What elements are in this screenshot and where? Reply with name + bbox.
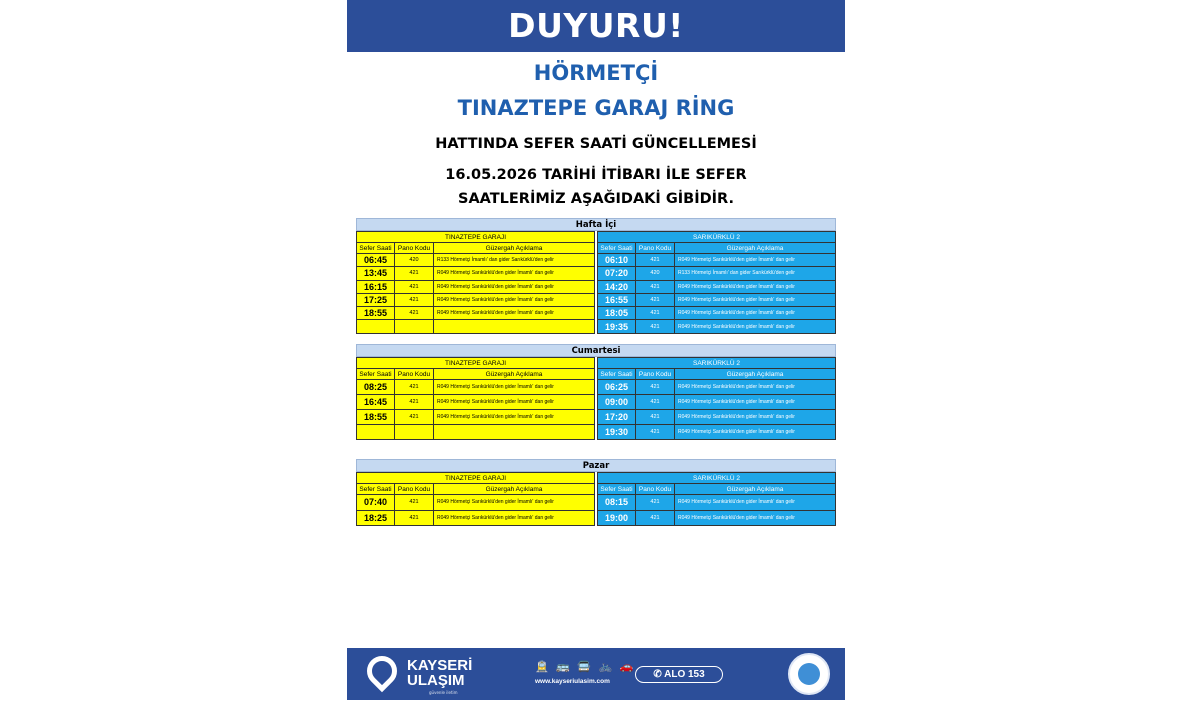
subtitle-line2: 16.05.2026 TARİHİ İTİBARI İLE SEFER xyxy=(445,167,747,183)
board-code: 421 xyxy=(395,380,434,395)
sarikurklu-table xyxy=(597,357,836,440)
departure-time: 06:10 xyxy=(597,254,635,267)
announcement-banner: DUYURU! xyxy=(347,0,845,52)
board-code: 421 xyxy=(395,267,434,280)
board-code: 421 xyxy=(635,395,674,410)
col-time-header: Sefer Saati xyxy=(357,369,395,380)
board-code: 421 xyxy=(635,410,674,425)
departure-time: 08:15 xyxy=(597,495,635,511)
board-code: 421 xyxy=(635,510,674,526)
col-time-header: Sefer Saati xyxy=(357,243,395,254)
departure-time: 17:20 xyxy=(597,410,635,425)
brand-line1: KAYSERİ xyxy=(407,657,473,674)
board-code: 421 xyxy=(635,254,674,267)
schedule-pazar xyxy=(356,459,836,526)
sarikurklu-table xyxy=(597,472,836,526)
table-row xyxy=(357,510,595,526)
stop-name: SARIKÜRKLÜ 2 xyxy=(597,232,835,243)
col-time-header: Sefer Saati xyxy=(597,243,635,254)
route-description: R049 Hörmetçi Sarıkürklü'den gider İmamlı' dan gelir xyxy=(674,425,835,440)
departure-time: 06:45 xyxy=(357,254,395,267)
departure-time: 07:40 xyxy=(357,495,395,511)
departure-time: 09:00 xyxy=(597,395,635,410)
route-description: R049 Hörmetçi Sarıkürklü'den gider İmamlı' dan gelir xyxy=(674,254,835,267)
table-row xyxy=(597,307,835,320)
col-time-header: Sefer Saati xyxy=(597,484,635,495)
board-code: 420 xyxy=(635,267,674,280)
board-code: 421 xyxy=(395,410,434,425)
phone-hotline: ✆ ALO 153 xyxy=(635,666,723,683)
route-description: R049 Hörmetçi Sarıkürklü'den gider İmamlı' dan gelir xyxy=(434,395,595,410)
table-row xyxy=(357,267,595,280)
tinaztepe-table xyxy=(356,472,595,526)
day-header: Hafta İçi xyxy=(356,218,836,231)
table-row xyxy=(597,380,835,395)
table-row xyxy=(597,425,835,440)
route-description: R049 Hörmetçi Sarıkürklü'den gider İmamlı' dan gelir xyxy=(434,380,595,395)
departure-time: 17:25 xyxy=(357,293,395,306)
route-description: R049 Hörmetçi Sarıkürklü'den gider İmamlı' dan gelir xyxy=(674,495,835,511)
day-header: Pazar xyxy=(356,459,836,472)
board-code: 421 xyxy=(395,307,434,320)
route-description: R049 Hörmetçi Sarıkürklü'den gider İmamlı' dan gelir xyxy=(674,510,835,526)
table-row xyxy=(597,267,835,280)
col-code-header: Pano Kodu xyxy=(635,243,674,254)
departure-time: 13:45 xyxy=(357,267,395,280)
stop-name: SARIKÜRKLÜ 2 xyxy=(597,358,835,369)
table-row xyxy=(597,320,835,333)
tinaztepe-table xyxy=(356,231,595,334)
brand-line2: ULAŞIM xyxy=(407,672,465,689)
table-row xyxy=(597,254,835,267)
website-link[interactable]: www.kayseriulasim.com xyxy=(535,678,610,685)
table-row xyxy=(357,425,595,440)
col-time-header: Sefer Saati xyxy=(597,369,635,380)
departure-time: 07:20 xyxy=(597,267,635,280)
route-title-line1: HÖRMETÇİ xyxy=(533,61,659,85)
table-row xyxy=(597,280,835,293)
board-code: 421 xyxy=(635,425,674,440)
departure-time: 18:05 xyxy=(597,307,635,320)
table-row xyxy=(357,320,595,333)
col-desc-header: Güzergah Açıklama xyxy=(434,484,595,495)
brand-logo-text xyxy=(407,658,472,688)
col-desc-header: Güzergah Açıklama xyxy=(674,369,835,380)
col-code-header: Pano Kodu xyxy=(395,243,434,254)
transport-icons: 🚊 🚌 🚍 🚲 🚗 xyxy=(535,660,636,673)
board-code: 421 xyxy=(395,495,434,511)
table-row xyxy=(597,510,835,526)
table-row xyxy=(357,380,595,395)
day-header: Cumartesi xyxy=(356,344,836,357)
footer-bar xyxy=(347,648,845,700)
route-description: R049 Hörmetçi Sarıkürklü'den gider İmamlı' dan gelir xyxy=(434,280,595,293)
table-row xyxy=(357,307,595,320)
route-title-line2: TINAZTEPE GARAJ RİNG xyxy=(457,96,735,120)
board-code: 421 xyxy=(395,395,434,410)
departure-time: 18:25 xyxy=(357,510,395,526)
departure-time: 16:45 xyxy=(357,395,395,410)
route-description: R049 Hörmetçi Sarıkürklü'den gider İmamlı' dan gelir xyxy=(434,495,595,511)
route-description xyxy=(434,425,595,440)
board-code xyxy=(395,320,434,333)
board-code: 421 xyxy=(635,320,674,333)
route-description: R049 Hörmetçi Sarıkürklü'den gider İmamlı' dan gelir xyxy=(674,293,835,306)
departure-time: 14:20 xyxy=(597,280,635,293)
col-code-header: Pano Kodu xyxy=(395,369,434,380)
col-desc-header: Güzergah Açıklama xyxy=(434,243,595,254)
stop-name: TINAZTEPE GARAJI xyxy=(357,473,595,484)
route-description: R049 Hörmetçi Sarıkürklü'den gider İmamlı' dan gelir xyxy=(434,293,595,306)
departure-time: 16:55 xyxy=(597,293,635,306)
subtitle-line1: HATTINDA SEFER SAATİ GÜNCELLEMESİ xyxy=(435,136,757,152)
table-row xyxy=(357,495,595,511)
stop-name: TINAZTEPE GARAJI xyxy=(357,232,595,243)
route-description: R049 Hörmetçi Sarıkürklü'den gider İmamlı' dan gelir xyxy=(434,510,595,526)
board-code: 421 xyxy=(635,495,674,511)
stop-name: SARIKÜRKLÜ 2 xyxy=(597,473,835,484)
col-time-header: Sefer Saati xyxy=(357,484,395,495)
departure-time: 19:30 xyxy=(597,425,635,440)
departure-time: 08:25 xyxy=(357,380,395,395)
route-description: R049 Hörmetçi Sarıkürklü'den gider İmamlı' dan gelir xyxy=(434,307,595,320)
table-row xyxy=(357,410,595,425)
col-desc-header: Güzergah Açıklama xyxy=(674,243,835,254)
departure-time: 19:35 xyxy=(597,320,635,333)
departure-time xyxy=(357,320,395,333)
departure-time: 18:55 xyxy=(357,307,395,320)
stop-name: TINAZTEPE GARAJI xyxy=(357,358,595,369)
route-description: R049 Hörmetçi Sarıkürklü'den gider İmamlı' dan gelir xyxy=(674,280,835,293)
col-code-header: Pano Kodu xyxy=(635,484,674,495)
departure-time: 19:00 xyxy=(597,510,635,526)
table-row xyxy=(597,410,835,425)
col-desc-header: Güzergah Açıklama xyxy=(434,369,595,380)
location-pin-icon xyxy=(361,650,403,692)
table-row xyxy=(597,395,835,410)
board-code xyxy=(395,425,434,440)
phone-number: ALO 153 xyxy=(664,669,705,680)
route-description: R049 Hörmetçi Sarıkürklü'den gider İmamlı' dan gelir xyxy=(434,410,595,425)
brand-slogan: güvenle iletim xyxy=(429,690,458,695)
board-code: 421 xyxy=(635,280,674,293)
table-row xyxy=(357,254,595,267)
municipality-seal xyxy=(788,653,830,695)
board-code: 421 xyxy=(395,280,434,293)
board-code: 421 xyxy=(395,293,434,306)
departure-time: 18:55 xyxy=(357,410,395,425)
table-row xyxy=(597,293,835,306)
table-row xyxy=(357,280,595,293)
board-code: 421 xyxy=(635,293,674,306)
announcement-poster xyxy=(347,0,845,705)
departure-time: 16:15 xyxy=(357,280,395,293)
col-code-header: Pano Kodu xyxy=(395,484,434,495)
route-description: R049 Hörmetçi Sarıkürklü'den gider İmamlı' dan gelir xyxy=(434,267,595,280)
col-desc-header: Güzergah Açıklama xyxy=(674,484,835,495)
schedule-hafta-i̇çi xyxy=(356,218,836,334)
route-description: R049 Hörmetçi Sarıkürklü'den gider İmamlı' dan gelir xyxy=(674,380,835,395)
schedule-cumartesi xyxy=(356,344,836,440)
route-description xyxy=(434,320,595,333)
sarikurklu-table xyxy=(597,231,836,334)
route-description: R049 Hörmetçi Sarıkürklü'den gider İmamlı' dan gelir xyxy=(674,395,835,410)
departure-time xyxy=(357,425,395,440)
route-description: R049 Hörmetçi Sarıkürklü'den gider İmamlı' dan gelir xyxy=(674,320,835,333)
board-code: 421 xyxy=(635,380,674,395)
board-code: 420 xyxy=(395,254,434,267)
table-row xyxy=(357,293,595,306)
route-description: R133 Hörmetçi İmamlı' dan gider Sarıkürklü'den gelir xyxy=(674,267,835,280)
route-description: R049 Hörmetçi Sarıkürklü'den gider İmamlı' dan gelir xyxy=(674,307,835,320)
departure-time: 06:25 xyxy=(597,380,635,395)
tinaztepe-table xyxy=(356,357,595,440)
col-code-header: Pano Kodu xyxy=(635,369,674,380)
route-description: R049 Hörmetçi Sarıkürklü'den gider İmamlı' dan gelir xyxy=(674,410,835,425)
route-description: R133 Hörmetçi İmamlı' dan gider Sarıkürklü'den gelir xyxy=(434,254,595,267)
board-code: 421 xyxy=(395,510,434,526)
table-row xyxy=(357,395,595,410)
table-row xyxy=(597,495,835,511)
board-code: 421 xyxy=(635,307,674,320)
subtitle-line3: SAATLERİMİZ AŞAĞIDAKİ GİBİDİR. xyxy=(458,191,734,207)
